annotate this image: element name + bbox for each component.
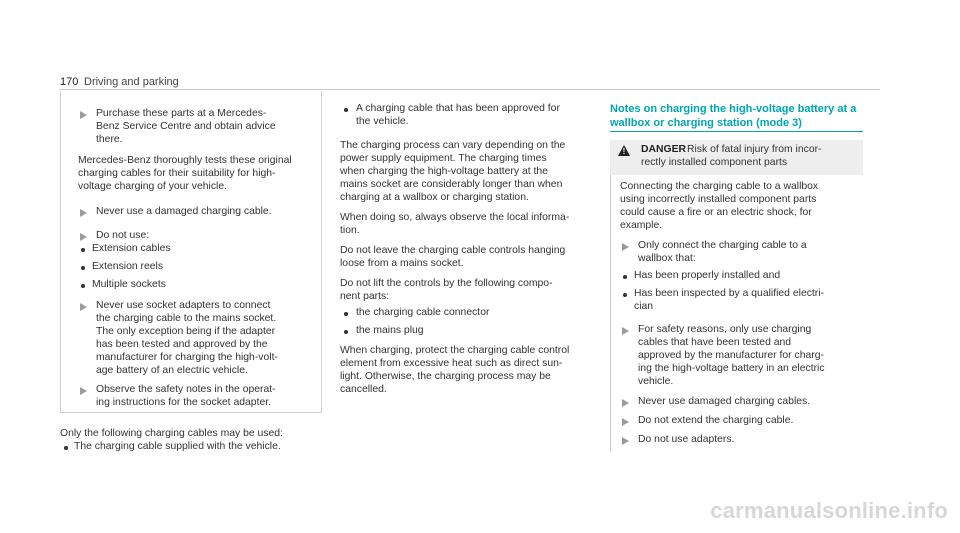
step-arrow-icon [80, 209, 87, 217]
text-line: Never use socket adapters to connect [96, 300, 271, 311]
text-line: Do not lift the controls by the following compo- [340, 278, 553, 289]
list-item: The charging cable supplied with the vehicle. [74, 441, 281, 452]
bullet-icon [81, 248, 85, 252]
text-line: Connecting the charging cable to a wallbox [620, 181, 819, 192]
text-line: For safety reasons, only use charging [638, 324, 812, 335]
text-line: Observe the safety notes in the operat- [96, 384, 276, 395]
text-line: vehicle. [638, 376, 674, 387]
text-line: could cause a fire or an electric shock, for [620, 207, 812, 218]
text-line: Never use damaged charging cables. [638, 396, 811, 407]
danger-text: rectly installed component parts [641, 157, 788, 168]
list-item: the mains plug [356, 325, 424, 336]
text-line: Mercedes-Benz thoroughly tests these original [78, 155, 292, 166]
danger-box-left-border [610, 175, 611, 452]
text-line: power supply equipment. The charging times [340, 153, 547, 164]
bullet-icon [623, 293, 627, 297]
section-heading: wallbox or charging station (mode 3) [610, 117, 802, 129]
list-item: Has been inspected by a qualified electri- [634, 288, 825, 299]
heading-rule [610, 131, 863, 132]
danger-label: DANGER [641, 144, 687, 155]
step-arrow-icon [80, 303, 87, 311]
text-line: Purchase these parts at a Mercedes- [96, 108, 267, 119]
text-line: approved by the manufacturer for charg- [638, 350, 824, 361]
text-line: using incorrectly installed component parts [620, 194, 817, 205]
bullet-icon [344, 312, 348, 316]
danger-text: Risk of fatal injury from incor- [687, 144, 822, 155]
text-line: has been tested and approved by the [96, 339, 268, 350]
bullet-icon [344, 330, 348, 334]
text-line: mains socket are considerably longer than when [340, 179, 563, 190]
text-line: element from excessive heat such as direct sun- [340, 358, 563, 369]
list-item: Multiple sockets [92, 279, 166, 290]
text-line: manufacturer for charging the high-volt- [96, 352, 278, 363]
text-line: ing the high-voltage battery in an electric [638, 363, 825, 374]
step-arrow-icon [80, 233, 87, 241]
text-line: The charging process can vary depending on the [340, 140, 566, 151]
text-line: wallbox that: [638, 253, 696, 264]
bullet-icon [64, 446, 68, 450]
list-item: Has been properly installed and [634, 270, 781, 281]
text-line: the charging cable to the mains socket. [96, 313, 277, 324]
step-arrow-icon [622, 243, 629, 251]
text-line: cancelled. [340, 384, 387, 395]
watermark: carmanualsonline.info [710, 498, 948, 523]
step-arrow-icon [622, 418, 629, 426]
header-rule [60, 89, 880, 90]
step-arrow-icon [80, 111, 87, 119]
step-arrow-icon [622, 437, 629, 445]
text-line: charging at a wallbox or charging station. [340, 192, 529, 203]
list-item: A charging cable that has been approved for [356, 103, 560, 114]
bullet-icon [623, 275, 627, 279]
text-line: charging cables for their suitability for high- [78, 168, 276, 179]
section-title: Driving and parking [84, 76, 179, 88]
text-line: Only connect the charging cable to a [638, 240, 807, 251]
text-line: When doing so, always observe the local informa- [340, 212, 570, 223]
bullet-icon [81, 266, 85, 270]
page-number: 170 [60, 76, 79, 88]
list-item: cian [634, 301, 654, 312]
step-arrow-icon [622, 327, 629, 335]
text-line: tion. [340, 225, 360, 236]
text-line: Never use a damaged charging cable. [96, 206, 272, 217]
text-line: age battery of an electric vehicle. [96, 365, 248, 376]
text-line: Do not extend the charging cable. [638, 415, 794, 426]
step-arrow-icon [622, 399, 629, 407]
list-item: Extension reels [92, 261, 164, 272]
bullet-icon [81, 284, 85, 288]
text-line: nent parts: [340, 291, 390, 302]
text-line: example. [620, 220, 663, 231]
bullet-icon [344, 108, 348, 112]
step-arrow-icon [80, 387, 87, 395]
text-line: Benz Service Centre and obtain advice [96, 121, 276, 132]
text-line: Only the following charging cables may be used: [60, 428, 283, 439]
text-line: Do not use: [96, 230, 150, 241]
warning-exclamation-icon: ! [622, 147, 626, 156]
text-line: When charging, protect the charging cable control [340, 345, 570, 356]
text-line: voltage charging of your vehicle. [78, 181, 228, 192]
text-line: loose from a mains socket. [340, 258, 464, 269]
text-line: ing instructions for the socket adapter. [96, 397, 272, 408]
text-line: when charging the high-voltage battery at the [340, 166, 548, 177]
list-item: Extension cables [92, 243, 171, 254]
list-item: the charging cable connector [356, 307, 490, 318]
text-line: cables that have been tested and [638, 337, 792, 348]
text-line: The only exception being if the adapter [96, 326, 276, 337]
text-line: light. Otherwise, the charging process may be [340, 371, 551, 382]
text-line: Do not use adapters. [638, 434, 735, 445]
text-line: Do not leave the charging cable controls hanging [340, 245, 566, 256]
section-heading: Notes on charging the high-voltage battery at a [610, 103, 857, 115]
text-line: the vehicle. [356, 116, 409, 127]
text-line: there. [96, 134, 123, 145]
